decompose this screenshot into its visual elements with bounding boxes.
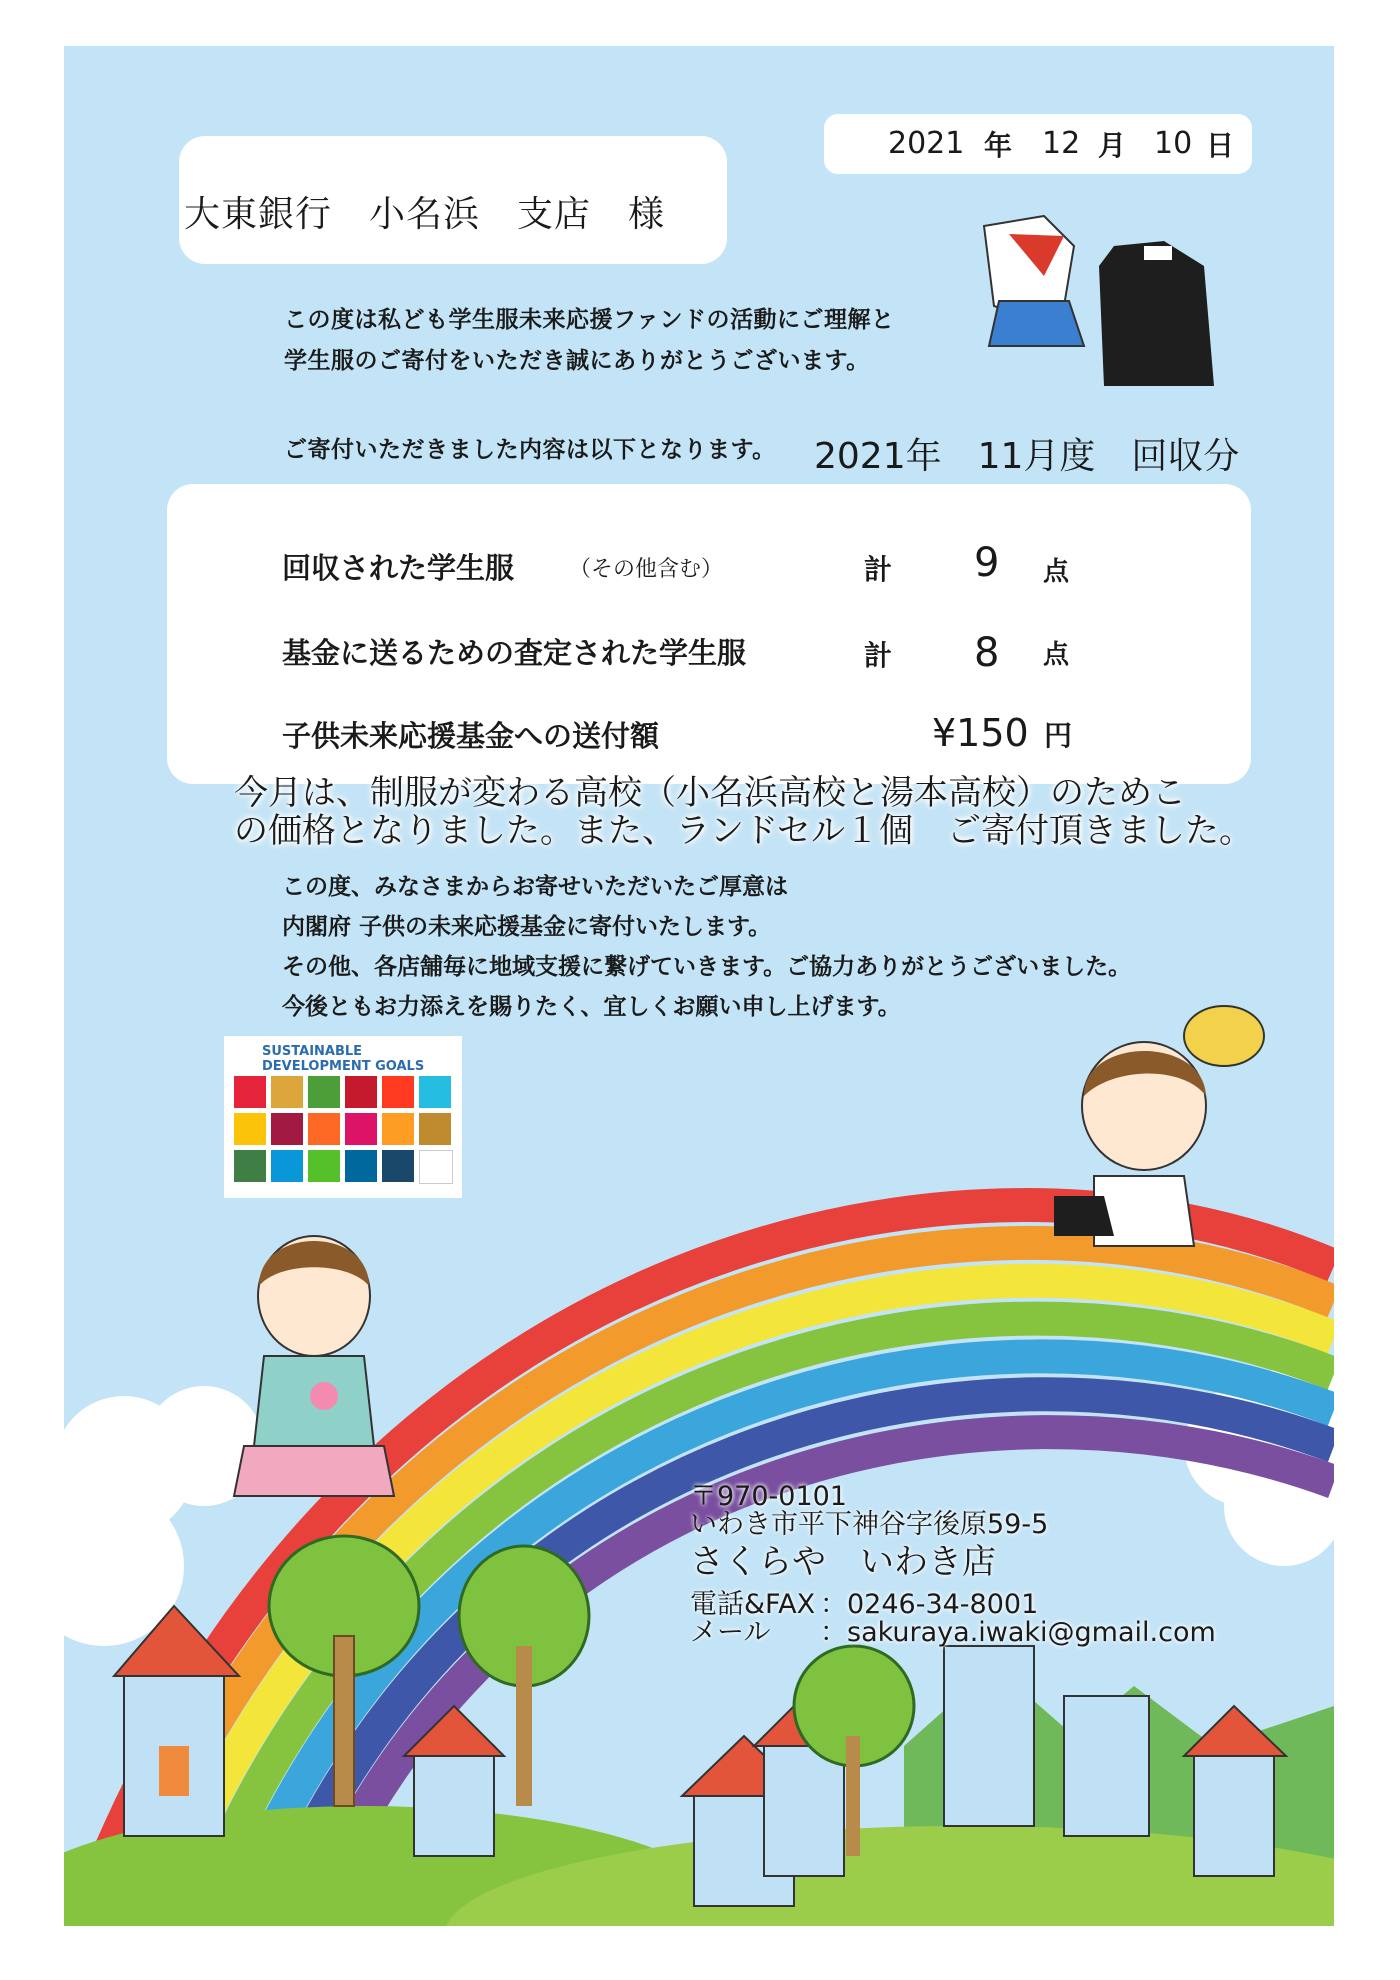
sdg-tile — [382, 1150, 414, 1182]
sdg-tile — [308, 1076, 340, 1108]
boy-illustration — [1054, 1006, 1264, 1246]
date-year-kanji: 年 — [984, 129, 1013, 162]
date-day: 10 — [1154, 126, 1193, 161]
assessed-label: 基金に送るための査定された学生服 — [282, 636, 747, 670]
sdg-goals-icon — [224, 1036, 462, 1198]
intro-line-1: この度は私ども学生服未来応援ファンドの活動にご理解と — [284, 307, 895, 333]
collected-label: 回収された学生服 — [282, 551, 515, 585]
mail-address[interactable]: ：sakuraya.iwaki@gmail.com — [820, 1617, 1216, 1648]
sender-address: いわき市平下神谷字後原59‐5 — [690, 1509, 1049, 1540]
sdg-tile — [345, 1113, 377, 1145]
sdg-tile — [419, 1076, 451, 1108]
assessed-unit: 点 — [1043, 640, 1070, 670]
girl-illustration — [234, 1236, 394, 1496]
assessed-kei: 計 — [864, 639, 893, 672]
date-year: 2021 — [888, 126, 965, 161]
closing-line-3: その他、各店舗毎に地域支援に繋げていきます。ご協力ありがとうございました。 — [282, 954, 1132, 980]
phone-number: ：0246‐34‐8001 — [820, 1589, 1039, 1620]
sdg-tile — [308, 1113, 340, 1145]
collected-unit: 点 — [1043, 557, 1070, 587]
sdg-tile — [345, 1076, 377, 1108]
sdg-tile — [345, 1150, 377, 1182]
sdg-tile — [382, 1113, 414, 1145]
collection-period: 2021年 11月度 回収分 — [814, 436, 1240, 477]
monthly-notice — [234, 774, 1253, 850]
notice-line-2: の価格となりました。また、ランドセル１個 ご寄付頂きました。 — [234, 811, 1253, 851]
date-day-kanji: 日 — [1206, 129, 1235, 162]
notice-line-1: 今月は、制服が変わる高校（小名浜高校と湯本高校）のためこ — [234, 773, 1186, 813]
assessed-count: 8 — [974, 630, 1000, 676]
uniform-illustration — [984, 216, 1214, 386]
sdg-tile — [234, 1113, 266, 1145]
sdg-tile — [234, 1150, 266, 1182]
sender-postal: 〒970‐0101 — [690, 1481, 847, 1512]
closing-line-4: 今後ともお力添えを賜りたく、宜しくお願い申し上げます。 — [282, 994, 901, 1020]
mail-label: メール — [690, 1617, 771, 1648]
intro-line-2: 学生服のご寄付をいただき誠にありがとうございます。 — [284, 348, 870, 374]
phone-label: 電話&FAX — [690, 1589, 816, 1620]
sdg-tile — [271, 1076, 303, 1108]
sdg-tile — [271, 1113, 303, 1145]
fund-amount: ¥150 — [932, 711, 1029, 755]
sdg-grid — [234, 1076, 451, 1184]
sdg-tile — [308, 1150, 340, 1182]
fund-label: 子供未来応援基金への送付額 — [282, 719, 660, 753]
collected-kei: 計 — [864, 553, 893, 586]
sdg-tile — [419, 1113, 451, 1145]
sdg-tile — [271, 1150, 303, 1182]
recipient-name: 大東銀行 小名浜 支店 様 — [184, 194, 666, 235]
closing-line-1: この度、みなさまからお寄せいただいたご厚意は — [282, 874, 788, 900]
sdg-title: SUSTAINABLE DEVELOPMENT GOALS — [262, 1044, 425, 1074]
letter-sheet — [64, 46, 1334, 1926]
sdg-tile — [382, 1076, 414, 1108]
closing-line-2: 内閣府 子供の未来応援基金に寄付いたします。 — [282, 914, 772, 940]
sdg-tile — [419, 1150, 453, 1184]
collected-note: （その他含む） — [569, 557, 724, 582]
contents-lead: ご寄付いただきました内容は以下となります。 — [284, 437, 776, 463]
date-month-kanji: 月 — [1098, 129, 1127, 162]
fund-unit: 円 — [1044, 719, 1073, 752]
sender-shop: さくらや いわき店 — [690, 1542, 996, 1582]
collected-count: 9 — [974, 540, 1000, 586]
sdg-tile — [234, 1076, 266, 1108]
date-month: 12 — [1042, 126, 1081, 161]
